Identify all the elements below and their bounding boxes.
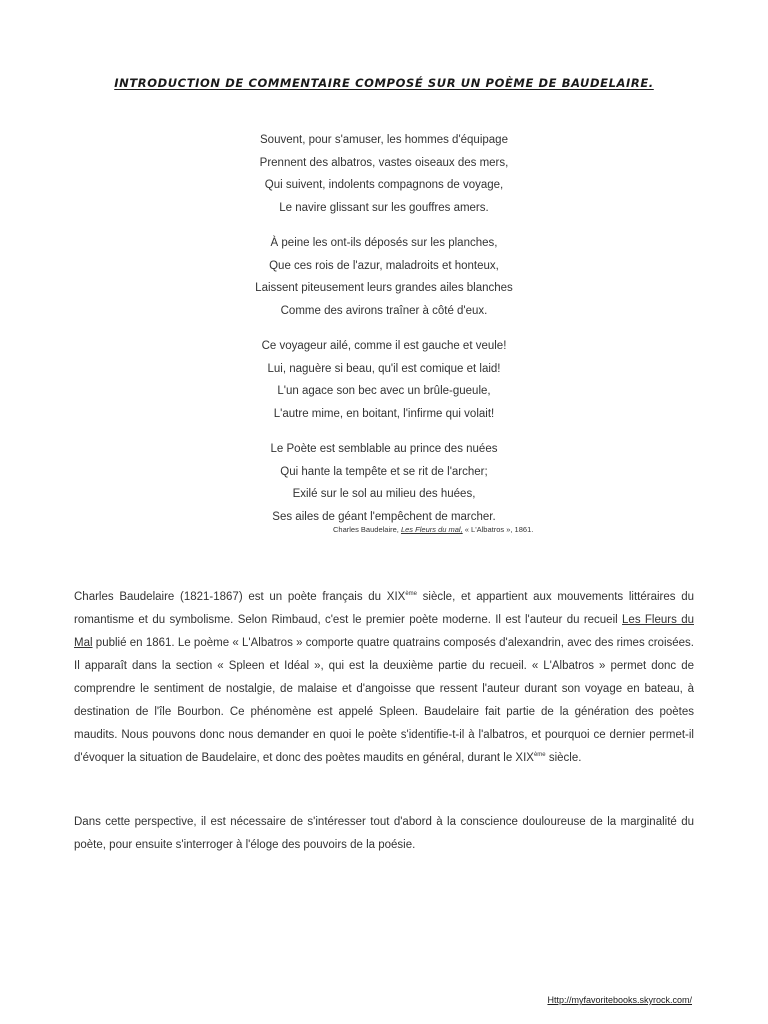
paragraph-text: siècle. [545,752,582,764]
citation-work: Les Fleurs du mal, [400,525,463,534]
poem-verse: Qui suivent, indolents compagnons de voyage, [264,179,504,191]
book-title: Les Fleurs du Mal [74,614,694,649]
poem-stanza [0,129,768,219]
poem-stanza [0,335,768,425]
poem-verse: Souvent, pour s'amuser, les hommes d'équipage [260,134,508,146]
poem-verse: Exilé sur le sol au milieu des huées, [292,488,476,500]
poem-verse: Le Poète est semblable au prince des nuées [270,443,498,455]
poem-verse: Prennent des albatros, vastes oiseaux des mers, [259,156,509,169]
poem-verse: Qui hante la tempête et se rit de l'archer; [280,465,488,478]
poem-verse: Laissent piteusement leurs grandes ailes blanches [255,282,513,294]
poem-citation [333,525,533,534]
poem-verse: L'un agace son bec avec un brûle-gueule, [277,385,491,397]
citation-details: « L'Albatros », 1861. [464,525,534,534]
paragraph-text: publié en 1861. Le poème « L'Albatros » comporte quatre quatrains composés d'alexandrin, avec des rimes croisées. Il apparaît dans la section « Spleen et Idéal », qui est la deuxième partie du recueil. « L'Albatros » permet donc de comprendre le sentiment de nostalgie, de malaise et d'angoisse que ressent l'auteur durant son voyage en bateau, à destination de l'île Bourbon. Ce phénomène est appelé Spleen. Baudelaire fait partie de la génération des poètes maudits. Nous pouvons donc nous demander en quoi le poète s'identifie-t-il à l'albatros, et pourquoi ce dernier permet-il d'évoquer la situation de Baudelaire, et donc des poètes maudits en général, durant le XIX [74,637,694,764]
introduction-paragraph [74,586,694,770]
superscript: ème [405,591,417,597]
footer-link[interactable]: Http://myfavoritebooks.skyrock.com/ [547,995,692,1005]
document-title: INTRODUCTION DE COMMENTAIRE COMPOSÉ SUR UN POÈME DE BAUDELAIRE. [114,76,654,90]
poem-verse: Ce voyageur ailé, comme il est gauche et veule! [261,340,507,352]
plan-paragraph: Dans cette perspective, il est nécessaire de s'intéresser tout d'abord à la conscience douloureuse de la marginalité du poète, pour ensuite s'interroger à l'éloge des pouvoirs de la poésie. [74,816,694,851]
paragraph-text: siècle, et appartient aux mouvements littéraires du romantisme et du symbolisme. Selon Rimbaud, c'est le premier poète moderne. Il est l'auteur du recueil [74,591,694,626]
poem-verse: Ses ailes de géant l'empêchent de marcher. [272,510,496,523]
poem-stanza [0,438,768,528]
citation-author: Charles Baudelaire, [333,525,399,534]
paragraph-text: Charles Baudelaire (1821-1867) est un poète français du XIX [74,591,406,603]
poem [0,129,768,541]
poem-verse: Comme des avirons traîner à côté d'eux. [280,304,488,317]
poem-stanza [0,232,768,322]
poem-verse: À peine les ont-ils déposés sur les planches, [270,237,498,249]
poem-verse: Que ces rois de l'azur, maladroits et honteux, [269,259,499,272]
superscript: ème [533,752,546,758]
poem-verse: Le navire glissant sur les gouffres amers. [279,201,489,214]
poem-verse: L'autre mime, en boitant, l'infirme qui volait! [273,407,495,420]
poem-verse: Lui, naguère si beau, qu'il est comique et laid! [267,362,501,375]
